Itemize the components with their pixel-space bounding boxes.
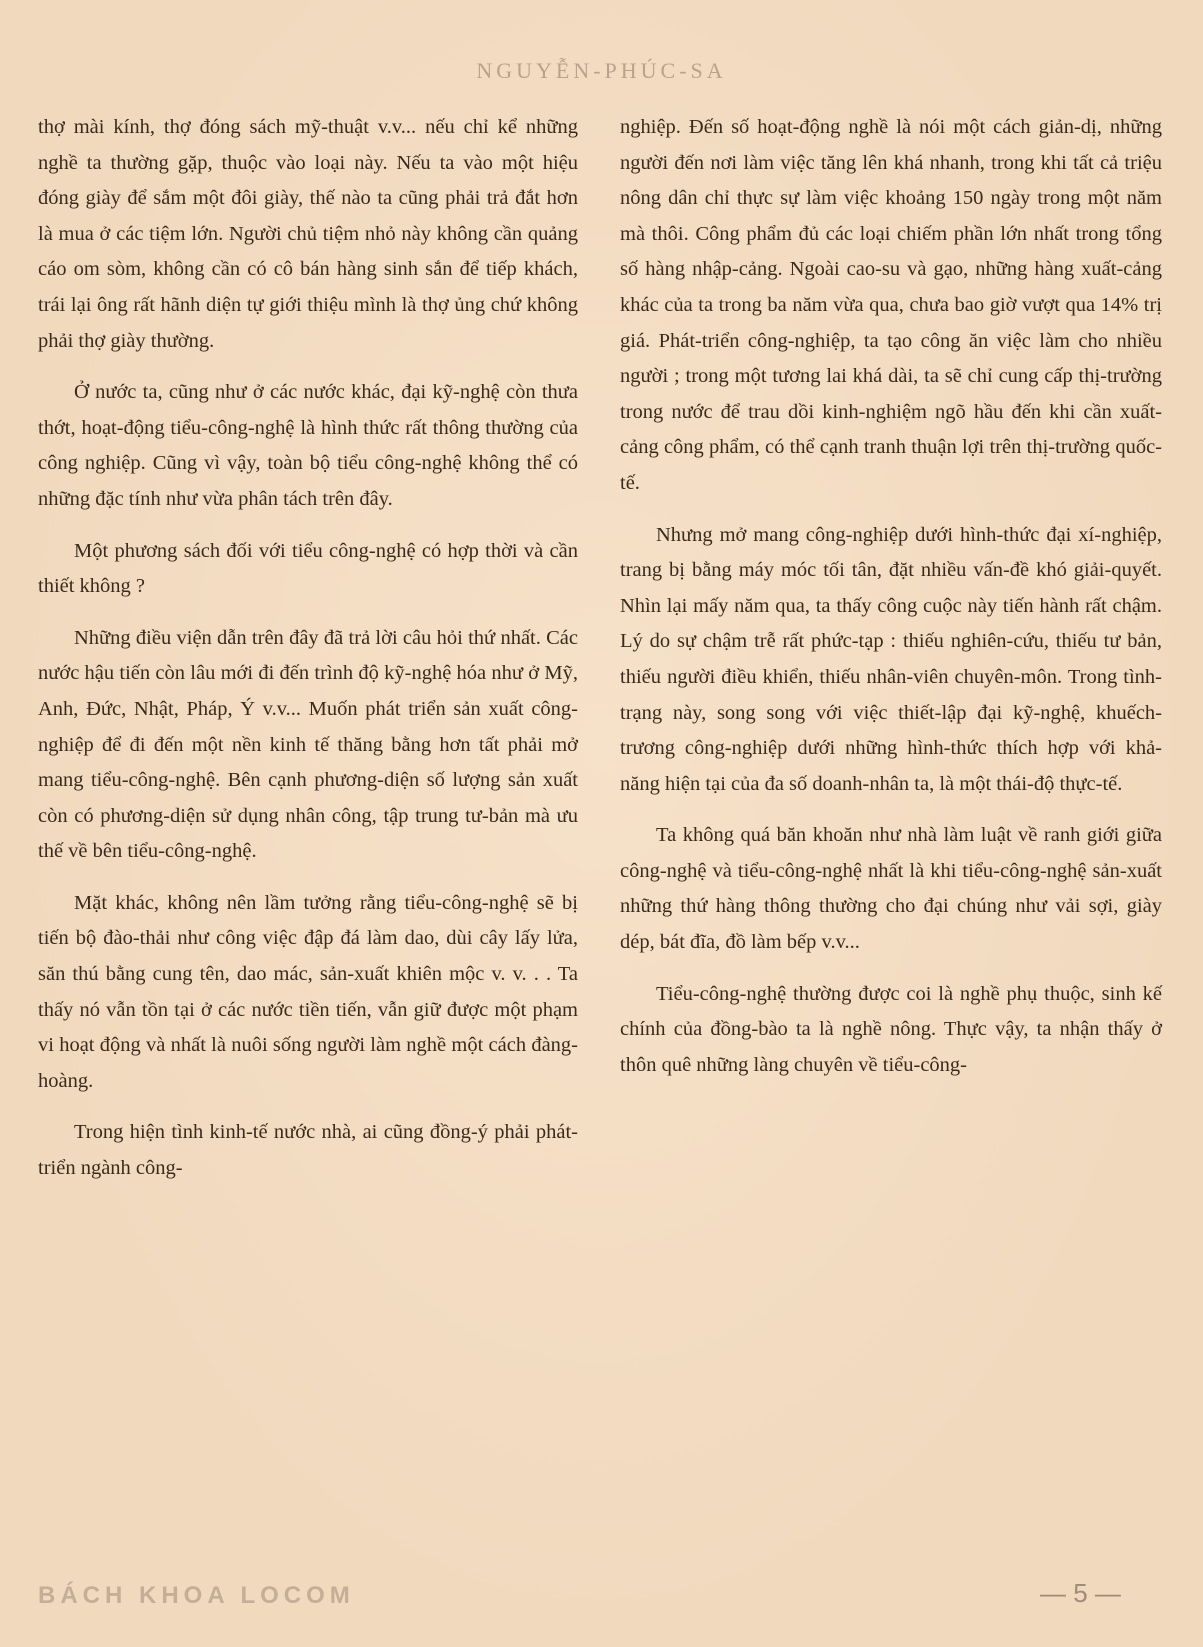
paragraph: Ở nước ta, cũng như ở các nước khác, đại kỹ-nghệ còn thưa thớt, hoạt-động tiểu-công-nghệ là hình thức rất thông thường của công nghiệp. Cũng vì vậy, toàn bộ tiểu công-nghệ không thể có những đặc tính như vừa phân tách trên đây. — [38, 381, 578, 510]
left-column — [38, 110, 578, 1203]
paragraph: Một phương sách đối với tiểu công-nghệ có hợp thời và cần thiết không ? — [38, 539, 578, 598]
running-header: NGUYỄN-PHÚC-SA — [476, 58, 727, 83]
paragraph: Ta không quá băn khoăn như nhà làm luật về ranh giới giữa công-nghệ và tiểu-công-nghệ nhất là khi tiểu-công-nghệ sản-xuất những thứ hàng thông thường cho đại chúng như vải sợi, giày dép, bát đĩa, đồ làm bếp v.v... — [620, 824, 1162, 954]
paragraph: nghiệp. Đến số hoạt-động nghề là nói một cách giản-dị, những người đến nơi làm việc tăng lên khá nhanh, trong khi tất cả triệu nông dân chỉ thực sự làm việc khoảng 150 ngày trong một năm mà thôi. Công phẩm đủ các loại chiếm phần lớn nhất trong tổng số hàng nhập-cảng. Ngoài cao-su và gạo, những hàng xuất-cảng khác của ta trong ba năm vừa qua, chưa bao giờ vượt qua 14% trị giá. Phát-triển công-nghiệp, ta tạo công ăn việc làm cho nhiều người ; trong một tương lai khá dài, ta sẽ chỉ cung cấp thị-trường trong nước để trau dồi kinh-nghiệm ngõ hầu đến khi cần xuất-cảng công phẩm, có thể cạnh tranh thuận lợi trên thị-trường quốc-tế. — [620, 116, 1162, 494]
magazine-name: BÁCH KHOA LOCOM — [38, 1582, 355, 1609]
paragraph: Trong hiện tình kinh-tế nước nhà, ai cũng đồng-ý phải phát-triển ngành công- — [38, 1121, 578, 1180]
right-column — [620, 110, 1162, 1099]
paragraph: Tiểu-công-nghệ thường được coi là nghề phụ thuộc, sinh kế chính của đồng-bào ta là nghề nông. Thực vậy, ta nhận thấy ở thôn quê những làng chuyên về tiểu-công- — [620, 982, 1162, 1076]
page-number: — 5 — — [1040, 1578, 1121, 1608]
paragraph: Nhưng mở mang công-nghiệp dưới hình-thức đại xí-nghiệp, trang bị bằng máy móc tối tân, đặt nhiều vấn-đề khó giải-quyết. Nhìn lại mấy năm qua, ta thấy công cuộc này tiến hành rất chậm. Lý do sự chậm trễ rất phức-tạp : thiếu nghiên-cứu, thiếu tư bản, thiếu người điều khiển, thiếu nhân-viên chuyên-môn. Trong tình-trạng này, song song với việc thiết-lập đại kỹ-nghệ, khuếch-trương công-nghiệp dưới những hình-thức thích hợp với khả-năng hiện tại của đa số doanh-nhân ta, là một thái-độ thực-tế. — [620, 523, 1162, 795]
paragraph: Những điều viện dẫn trên đây đã trả lời câu hỏi thứ nhất. Các nước hậu tiến còn lâu mới đi đến trình độ kỹ-nghệ hóa như ở Mỹ, Anh, Đức, Nhật, Pháp, Ý v.v... Muốn phát triển sản xuất công-nghiệp để đi đến một nền kinh tế thăng bằng hơn tất phải mở mang tiểu-công-nghệ. Bên cạnh phương-diện số lượng sản xuất còn có phương-diện sử dụng nhân công, tập trung tư-bản mà ưu thế về bên tiểu-công-nghệ. — [38, 626, 578, 863]
paragraph: thợ mài kính, thợ đóng sách mỹ-thuật v.v... nếu chỉ kể những nghề ta thường gặp, thuộc vào loại này. Nếu ta vào một hiệu đóng giày để sắm một đôi giày, thế nào ta cũng phải trả đắt hơn là mua ở các tiệm lớn. Người chủ tiệm nhỏ này không cần quảng cáo om sòm, không cần có cô bán hàng sinh sắn để tiếp khách, trái lại ông rất hãnh diện tự giới thiệu mình là thợ ủng chứ không phải thợ giày thường. — [38, 116, 578, 352]
paragraph: Mặt khác, không nên lầm tưởng rằng tiểu-công-nghệ sẽ bị tiến bộ đào-thải như công việc đập đá làm dao, dùi cây lấy lửa, săn thú bằng cung tên, dao mác, sản-xuất khiên mộc v. v. . . Ta thấy nó vẫn tồn tại ở các nước tiền tiến, vẫn giữ được một phạm vi hoạt động và nhất là nuôi sống người làm nghề một cách đàng-hoàng. — [38, 891, 578, 1092]
